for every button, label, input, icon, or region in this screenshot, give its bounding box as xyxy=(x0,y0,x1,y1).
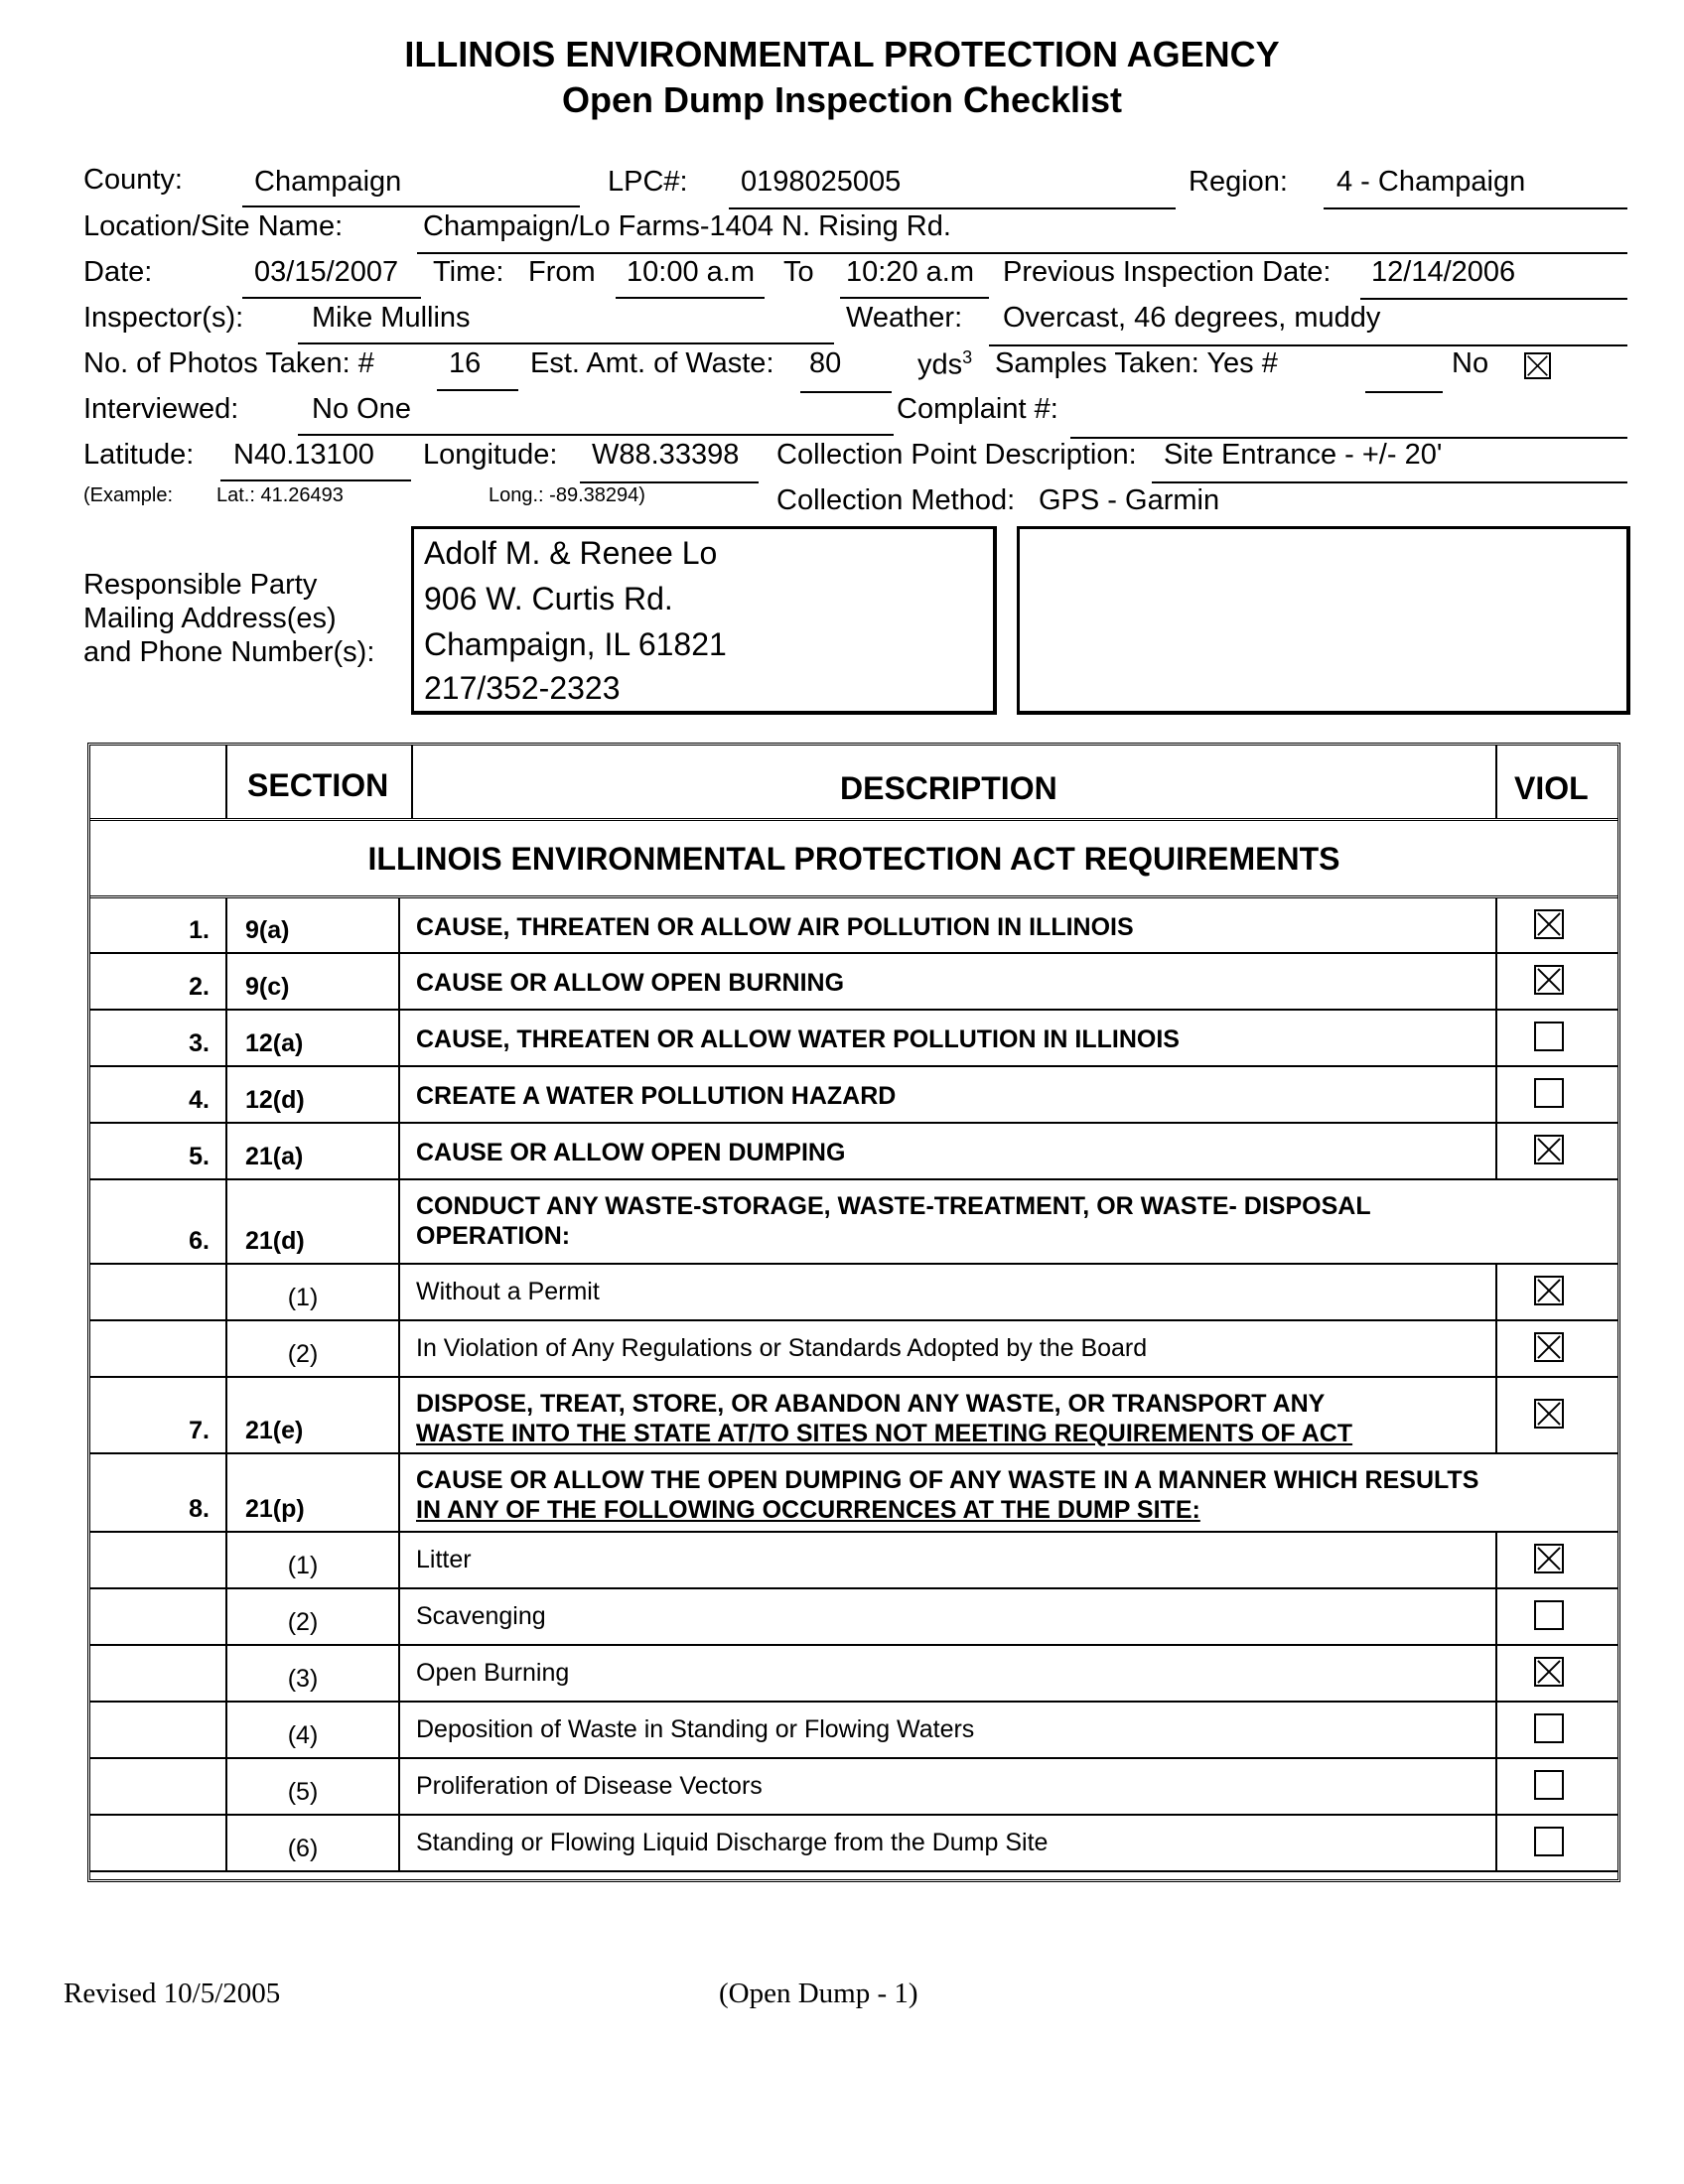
collection-point-label: Collection Point Description: xyxy=(776,439,1137,471)
row-description-line: IN ANY OF THE FOLLOWING OCCURRENCES AT THE DUMP SITE: xyxy=(416,1496,1200,1524)
weather-value: Overcast, 46 degrees, muddy xyxy=(1003,302,1381,334)
form-title: Open Dump Inspection Checklist xyxy=(561,79,1123,120)
row-description: CAUSE OR ALLOW OPEN DUMPING xyxy=(416,1138,846,1166)
time-to-value: 10:20 a.m xyxy=(846,256,974,288)
region-value: 4 - Champaign xyxy=(1336,166,1526,198)
weather-label: Weather: xyxy=(846,302,963,334)
photos-value: 16 xyxy=(449,347,482,379)
checklist-table xyxy=(87,743,1620,1882)
row-subsection: (1) xyxy=(287,1552,319,1579)
responsible-address-box xyxy=(411,526,997,715)
collection-point-value: Site Entrance - +/- 20' xyxy=(1164,439,1443,471)
row-subsection: (3) xyxy=(287,1665,319,1693)
x-mark-icon xyxy=(1536,1659,1562,1685)
row-description: Without a Permit xyxy=(416,1277,600,1305)
x-mark-icon xyxy=(1536,1546,1562,1571)
time-label: Time: xyxy=(433,256,504,288)
samples-no-checkbox[interactable] xyxy=(1524,352,1551,379)
row-subsection: (2) xyxy=(287,1608,319,1636)
lpc-label: LPC#: xyxy=(608,166,688,198)
x-mark-icon xyxy=(1536,1334,1562,1360)
row-number: 8. xyxy=(189,1495,210,1523)
inspector-value: Mike Mullins xyxy=(312,302,471,334)
viol-checkbox[interactable] xyxy=(1534,1399,1564,1429)
x-mark-icon xyxy=(1526,354,1549,377)
viol-checkbox[interactable] xyxy=(1534,1022,1564,1051)
row-section: 12(d) xyxy=(245,1086,305,1114)
row-description: Deposition of Waste in Standing or Flowing Waters xyxy=(416,1714,975,1743)
row-description: CAUSE, THREATEN OR ALLOW WATER POLLUTION IN ILLINOIS xyxy=(416,1024,1180,1053)
yds-label: yds$^3$ xyxy=(917,347,973,381)
lpc-value: 0198025005 xyxy=(741,166,902,198)
row-number: 7. xyxy=(189,1417,210,1444)
address-line: 217/352-2323 xyxy=(424,670,621,706)
row-description: CAUSE, THREATEN OR ALLOW AIR POLLUTION IN ILLINOIS xyxy=(416,912,1134,941)
row-subsection: (2) xyxy=(287,1340,319,1368)
viol-checkbox[interactable] xyxy=(1534,1078,1564,1108)
row-number: 1. xyxy=(189,916,210,944)
latitude-label: Latitude: xyxy=(83,439,195,471)
samples-label: Samples Taken: Yes # xyxy=(995,347,1278,379)
complaint-label: Complaint #: xyxy=(897,393,1058,425)
x-mark-icon xyxy=(1536,1278,1562,1303)
address-line: Adolf M. & Renee Lo xyxy=(424,535,718,571)
revised-date: Revised 10/5/2005 xyxy=(64,1978,281,2009)
previous-inspection-label: Previous Inspection Date: xyxy=(1003,256,1332,288)
row-description: Litter xyxy=(416,1545,472,1573)
x-mark-icon xyxy=(1536,967,1562,993)
row-description: In Violation of Any Regulations or Standards Adopted by the Board xyxy=(416,1333,1148,1362)
x-mark-icon xyxy=(1536,911,1562,937)
viol-checkbox[interactable] xyxy=(1534,1827,1564,1856)
row-description-line: WASTE INTO THE STATE AT/TO SITES NOT MEETING REQUIREMENTS OF ACT xyxy=(416,1420,1353,1447)
row-section: 9(c) xyxy=(245,973,290,1001)
samples-no-label: No xyxy=(1452,347,1489,379)
x-mark-icon xyxy=(1536,1401,1562,1427)
previous-inspection-value: 12/14/2006 xyxy=(1371,256,1516,288)
address-line: 906 W. Curtis Rd. xyxy=(424,581,673,616)
row-subsection: (6) xyxy=(287,1835,319,1862)
waste-label: Est. Amt. of Waste: xyxy=(530,347,774,379)
address-line: Champaign, IL 61821 xyxy=(424,626,727,662)
collection-method-value: GPS - Garmin xyxy=(1039,484,1220,516)
interviewed-label: Interviewed: xyxy=(83,393,239,425)
example-label: (Example: xyxy=(83,484,174,506)
county-value: Champaign xyxy=(254,166,402,198)
page-label: (Open Dump - 1) xyxy=(719,1978,918,2009)
photos-label: No. of Photos Taken: # xyxy=(83,347,374,379)
viol-checkbox[interactable] xyxy=(1534,1713,1564,1743)
row-section: 9(a) xyxy=(245,916,290,944)
viol-checkbox[interactable] xyxy=(1534,1332,1564,1362)
row-number: 3. xyxy=(189,1029,210,1057)
row-description-line: OPERATION: xyxy=(416,1222,571,1250)
column-header-description: DESCRIPTION xyxy=(840,770,1057,806)
longitude-label: Longitude: xyxy=(423,439,558,471)
row-description-line: DISPOSE, TREAT, STORE, OR ABANDON ANY WASTE, OR TRANSPORT ANY xyxy=(416,1390,1326,1418)
row-subsection: (5) xyxy=(287,1778,319,1806)
viol-checkbox[interactable] xyxy=(1534,965,1564,995)
date-label: Date: xyxy=(83,256,153,288)
date-value: 03/15/2007 xyxy=(254,256,399,288)
row-section: 21(p) xyxy=(245,1495,305,1523)
row-number: 5. xyxy=(189,1143,210,1170)
to-label: To xyxy=(783,256,814,288)
column-header-viol: VIOL xyxy=(1514,770,1589,806)
location-value: Champaign/Lo Farms-1404 N. Rising Rd. xyxy=(423,210,951,242)
county-label: County: xyxy=(83,164,183,196)
viol-checkbox[interactable] xyxy=(1534,1770,1564,1800)
inspector-label: Inspector(s): xyxy=(83,302,244,334)
row-subsection: (4) xyxy=(287,1721,319,1749)
row-description: Proliferation of Disease Vectors xyxy=(416,1771,763,1800)
row-section: 12(a) xyxy=(245,1029,304,1057)
region-label: Region: xyxy=(1189,166,1288,198)
example-latitude: Lat.: 41.26493 xyxy=(216,484,344,506)
from-label: From xyxy=(528,256,596,288)
viol-checkbox[interactable] xyxy=(1534,1135,1564,1164)
row-description-line: CONDUCT ANY WASTE-STORAGE, WASTE-TREATMENT, OR WASTE- DISPOSAL xyxy=(416,1192,1371,1220)
row-description: CAUSE OR ALLOW OPEN BURNING xyxy=(416,968,845,997)
viol-checkbox[interactable] xyxy=(1534,1544,1564,1573)
row-number: 4. xyxy=(189,1086,210,1114)
agency-title: ILLINOIS ENVIRONMENTAL PROTECTION AGENCY xyxy=(404,34,1280,74)
viol-checkbox[interactable] xyxy=(1534,1657,1564,1687)
row-description: Standing or Flowing Liquid Discharge from the Dump Site xyxy=(416,1828,1049,1856)
viol-checkbox[interactable] xyxy=(1534,1276,1564,1305)
location-label: Location/Site Name: xyxy=(83,210,344,242)
viol-checkbox[interactable] xyxy=(1534,1600,1564,1630)
row-description: CREATE A WATER POLLUTION HAZARD xyxy=(416,1081,897,1110)
row-description: Scavenging xyxy=(416,1601,546,1630)
viol-checkbox[interactable] xyxy=(1534,909,1564,939)
row-section: 21(e) xyxy=(245,1417,304,1444)
row-description: Open Burning xyxy=(416,1658,570,1687)
column-header-section: SECTION xyxy=(247,767,389,803)
latitude-value: N40.13100 xyxy=(233,439,374,471)
collection-method-label: Collection Method: xyxy=(776,484,1016,516)
row-number: 2. xyxy=(189,973,210,1001)
row-subsection: (1) xyxy=(287,1284,319,1311)
responsible-party-label: Responsible Party Mailing Address(es) and Phone Number(s): xyxy=(83,569,375,668)
waste-value: 80 xyxy=(809,347,842,379)
time-from-value: 10:00 a.m xyxy=(627,256,755,288)
x-mark-icon xyxy=(1536,1137,1562,1162)
row-section: 21(d) xyxy=(245,1227,305,1255)
longitude-value: W88.33398 xyxy=(592,439,740,471)
row-section: 21(a) xyxy=(245,1143,304,1170)
interviewed-value: No One xyxy=(312,393,411,425)
row-number: 6. xyxy=(189,1227,210,1255)
row-description-line: CAUSE OR ALLOW THE OPEN DUMPING OF ANY WASTE IN A MANNER WHICH RESULTS xyxy=(416,1466,1479,1494)
secondary-address-box xyxy=(1017,526,1630,715)
example-longitude: Long.: -89.38294) xyxy=(489,484,645,506)
requirements-banner: ILLINOIS ENVIRONMENTAL PROTECTION ACT REQUIREMENTS xyxy=(367,841,1340,877)
